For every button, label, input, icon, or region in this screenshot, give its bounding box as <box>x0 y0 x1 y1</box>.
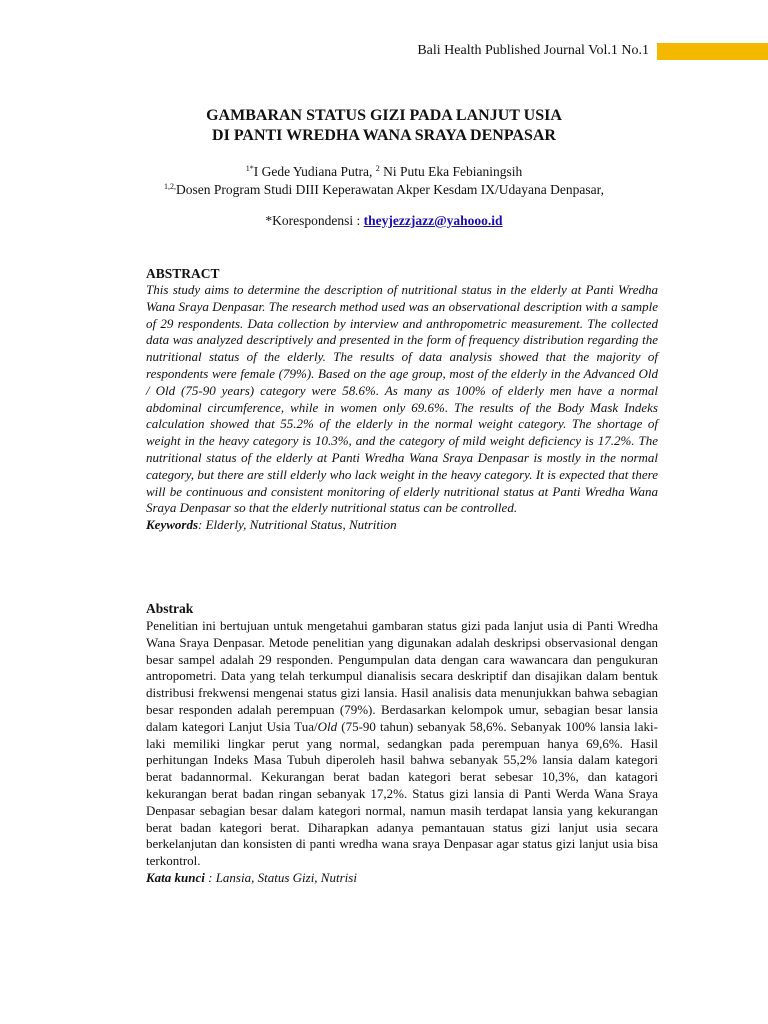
author1-name: I Gede Yudiana Putra, <box>253 164 376 179</box>
affiliation <box>0 178 768 198</box>
keywords-indonesian-label: Kata kunci <box>146 869 205 885</box>
keywords-indonesian-values: : Lansia, Status Gizi, Nutrisi <box>204 869 357 885</box>
abstract-indonesian-heading: Abstrak <box>146 601 194 616</box>
author1-affiliation-mark: 1* <box>245 164 254 173</box>
paper-title <box>0 106 768 146</box>
author-list <box>0 160 768 180</box>
abstract-indonesian <box>146 601 658 887</box>
journal-name: Bali Health Published Journal Vol.1 No.1 <box>417 43 649 58</box>
correspondence-label: *Korespondensi : <box>265 213 364 228</box>
author2-name: Ni Putu Eka Febianingsih <box>379 164 523 179</box>
journal-header <box>0 41 768 63</box>
correspondence-email-link[interactable]: theyjezzjazz@yahooo.id <box>363 213 503 228</box>
abstract-indonesian-body-italic: Old <box>317 718 338 734</box>
abstract-english-body: This study aims to determine the description of nutritional status in the elderly at Panti Wredha Wana Sraya Denpasar. The research method used was an observational description with a sample of 29 respondents. Data collection by interview and anthropometric measurement. The collected data was analyzed descriptively and presented in the form of frequency distribution regarding the nutritional status of the elderly. The results of data analysis showed that the majority of respondents were female (79%). Based on the age group, most of the elderly in the Advanced Old / Old (75-90 years) category were 58.6%. As many as 100% of elderly men have a normal abdominal circumference, while in women only 69.6%. The results of the Body Mask Indeks calculation showed that 55.2% of the elderly in the normal weight category. The shortage of weight in the heavy category is 10.3%, and the category of mild weight deficiency is 17.2%. The nutritional status of the elderly at Panti Wredha Wana Sraya Denpasar is mostly in the normal category, but there are still elderly who lack weight in the heavy category. It is expected that there will be continuous and consistent monitoring of elderly nutritional status at Panti Wredha Wana Sraya Denpasar so that the elderly nutritional status can be controlled. <box>146 282 658 516</box>
paper-title-line-1: GAMBARAN STATUS GIZI PADA LANJUT USIA <box>206 107 562 124</box>
abstract-english <box>146 266 658 534</box>
abstract-indonesian-body <box>146 618 658 870</box>
header-accent-bar <box>657 43 768 60</box>
affiliation-mark: 1,2, <box>164 182 177 191</box>
author2-affiliation-mark: 2 <box>375 164 380 173</box>
keywords-english-label: Keywords <box>146 517 198 533</box>
keywords-english-values: : Elderly, Nutritional Status, Nutrition <box>198 517 397 533</box>
correspondence <box>0 212 768 229</box>
keywords-english <box>146 517 658 534</box>
affiliation-text: Dosen Program Studi DIII Keperawatan Akper Kesdam IX/Udayana Denpasar, <box>176 182 604 197</box>
paper-title-line-2: DI PANTI WREDHA WANA SRAYA DENPASAR <box>212 127 556 144</box>
abstract-english-heading: ABSTRACT <box>146 266 220 281</box>
keywords-indonesian <box>146 870 658 887</box>
abstract-indonesian-body-part2: (75-90 tahun) sebanyak 58,6%. Sebanyak 100% lansia laki-laki memiliki lingkar perut yang normal, sedangkan pada perempuan hanya 69,6%. Hasil perhitungan Indeks Masa Tubuh diperoleh hasil bahwa sebanyak 55,2% lansia dalam kategori berat badannormal. Kekurangan berat badan kategori berat sebesar 10,3%, dan katagori kekurangan berat badan ringan sebanyak 17,2%. Status gizi lansia di Panti Werda Wana Sraya Denpasar sebagian besar dalam kategori normal, namun masih terdapat lansia yang kekurangan berat badan kategori berat. Diharapkan adanya pemantauan status gizi lanjut usia secara berkelanjutan dan konsisten di panti wredha wana sraya Denpasar agar status gizi lanjut usia bisa terkontrol. <box>146 718 658 869</box>
abstract-indonesian-body-part1: Penelitian ini bertujuan untuk mengetahui gambaran status gizi pada lanjut usia di Panti Wredha Wana Sraya Denpasar. Metode penelitian yang digunakan adalah deskripsi observasional dengan besar sampel adalah 29 responden. Pengumpulan data dengan cara wawancara dan pengukuran antropometri. Data yang telah terkumpul dianalisis secara deskriptif dan disajikan dalam bentuk distribusi frekwensi mengenai status gizi lansia. Hasil analisis data menunjukkan bahwa sebagian besar responden adalah perempuan (79%). Berdasarkan kelompok umur, sebagian besar lansia dalam kategori Lanjut Usia Tua/ <box>146 618 658 734</box>
